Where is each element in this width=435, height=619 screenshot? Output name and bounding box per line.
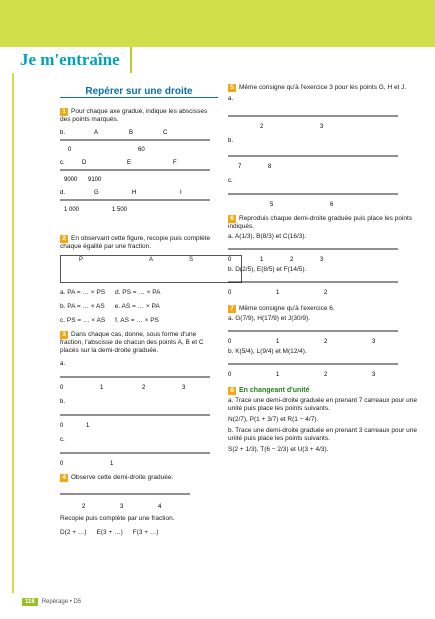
svg-text:c.: c. [60, 160, 65, 166]
number-line [60, 484, 210, 512]
equation: d. PS = … × PA [115, 289, 161, 296]
sidebar-rule [12, 73, 14, 593]
svg-text:1: 1 [276, 290, 280, 296]
svg-text:H: H [132, 190, 137, 196]
exercise-text: a. Trace une demi-droite graduée en prenant 7 carreaux pour une unité puis place les points suivants. [228, 397, 417, 412]
svg-text:1: 1 [100, 385, 104, 391]
exercise-heading: En changeant d'unité [239, 387, 310, 394]
fraction-grid [60, 255, 242, 283]
equation: e. AS = … × PA [114, 303, 160, 310]
svg-text:b.: b. [228, 138, 234, 144]
svg-text:2: 2 [324, 339, 328, 345]
equation: c. PS = … × AS [60, 317, 106, 324]
svg-text:3: 3 [182, 385, 186, 391]
section-title: Repérer sur une droite [60, 88, 218, 98]
right-column [228, 84, 418, 460]
svg-text:0: 0 [228, 257, 232, 263]
fill-item: E(3 + …) [96, 529, 123, 536]
svg-text:1: 1 [110, 461, 114, 465]
exercise-text: En observant cette figure, recopie puis complète chaque égalité par une fraction. [60, 235, 211, 250]
exercise-7 [228, 305, 418, 381]
svg-text:5: 5 [270, 202, 274, 206]
exercise-1 [60, 108, 218, 229]
point-list: a. G(7/9), H(17/9) et J(30/9). [228, 315, 311, 322]
point-label: P [79, 257, 84, 263]
svg-text:2: 2 [290, 257, 294, 263]
exercise-number: 1 [60, 108, 68, 116]
page-title: Je m'entraîne [20, 50, 120, 69]
svg-text:0: 0 [228, 290, 232, 296]
equation: f. AS = … × PS [115, 317, 159, 324]
point-list: N(2/7), P(1 + 3/7) et R(1 − 4/7). [228, 416, 319, 423]
exercise-text: Même consigne qu'à l'exercice 3 pour les points G, H et J. [239, 84, 407, 91]
exercise-number: 3 [60, 331, 68, 339]
svg-text:1 000: 1 000 [64, 207, 80, 213]
svg-text:9000: 9000 [64, 177, 78, 183]
svg-text:0: 0 [228, 339, 232, 345]
svg-text:G: G [94, 190, 99, 196]
svg-text:4: 4 [158, 504, 162, 510]
equation: b. PA = … × AS [60, 303, 105, 310]
point-list: b. D(2/5), E(8/5) et F(14/5). [228, 266, 307, 273]
svg-text:b.: b. [60, 130, 66, 136]
exercise-text: Reproduis chaque demi-droite graduée puis place les points indiqués. [228, 215, 413, 230]
fill-item: D(2 + …) [60, 529, 87, 536]
svg-text:0: 0 [60, 461, 64, 465]
exercise-text: Pour chaque axe gradué, indique les abscisses des points marqués. [60, 108, 208, 123]
number-line [228, 323, 408, 345]
point-list: b. K(5/4), L(9/4) et M(12/4). [228, 348, 307, 355]
svg-text:1 500: 1 500 [112, 207, 128, 213]
svg-text:1: 1 [260, 257, 264, 263]
exercise-6 [228, 215, 418, 299]
svg-text:8: 8 [268, 164, 272, 170]
exercise-text: Observe cette demi-droite graduée. [71, 474, 174, 481]
svg-text:2: 2 [324, 372, 328, 378]
point-list: a. A(1/3), B(8/3) et C(16/3). [228, 233, 307, 240]
exercise-4 [60, 474, 218, 537]
exercise-text: Dans chaque cas, donne, sous forme d'une fraction, l'abscisse de chacun des points A, B et C placés sur la demi-droite graduée. [60, 331, 204, 354]
svg-text:6: 6 [330, 202, 334, 206]
exercise-number: 4 [60, 474, 68, 482]
exercise-number: 2 [60, 235, 68, 243]
point-label: A [149, 257, 154, 263]
footer [22, 598, 81, 606]
exercise-text: b. Trace une demi-droite graduée en prenant 3 carreaux pour une unité puis place les points suivants. [228, 427, 417, 442]
number-lines [60, 357, 210, 465]
number-line [228, 241, 408, 263]
svg-text:3: 3 [120, 504, 124, 510]
svg-text:0: 0 [228, 372, 232, 378]
svg-text:7: 7 [238, 164, 242, 170]
svg-text:c.: c. [60, 437, 65, 443]
footer-text: Repérage • D5 [41, 599, 82, 605]
svg-text:1: 1 [276, 339, 280, 345]
exercise-number: 8 [228, 387, 236, 395]
svg-text:3: 3 [372, 339, 376, 345]
top-band [0, 0, 435, 47]
svg-text:60: 60 [138, 147, 145, 153]
svg-text:2: 2 [324, 290, 328, 296]
exercise-5 [228, 84, 418, 209]
svg-text:E: E [127, 160, 132, 166]
fill-item: F(3 + …) [132, 529, 159, 536]
svg-text:1: 1 [276, 372, 280, 378]
exercise-text: Même consigne qu'à l'exercice 6. [239, 305, 335, 312]
svg-text:2: 2 [260, 124, 264, 130]
svg-text:I: I [180, 190, 182, 196]
svg-text:C: C [163, 130, 168, 136]
svg-text:a.: a. [60, 361, 66, 367]
number-line [228, 274, 408, 296]
svg-text:3: 3 [372, 372, 376, 378]
svg-text:b.: b. [60, 399, 66, 405]
equation-row [60, 303, 218, 311]
svg-text:3: 3 [320, 124, 324, 130]
axes-figure [60, 126, 210, 226]
point-label: S [189, 257, 194, 263]
number-lines [228, 94, 408, 206]
svg-text:B: B [129, 130, 134, 136]
svg-text:9100: 9100 [88, 177, 102, 183]
exercise-number: 7 [228, 305, 236, 313]
svg-text:A: A [94, 130, 99, 136]
svg-text:F: F [173, 160, 177, 166]
svg-text:3: 3 [320, 257, 324, 263]
svg-text:2: 2 [82, 504, 86, 510]
svg-text:d.: d. [60, 190, 66, 196]
left-column [60, 88, 218, 543]
exercise-number: 5 [228, 84, 236, 92]
exercise-number: 6 [228, 215, 236, 223]
equation-row [60, 289, 218, 297]
svg-text:0: 0 [60, 385, 64, 391]
svg-text:0: 0 [60, 423, 64, 429]
svg-text:0: 0 [68, 147, 72, 153]
page-number: 118 [22, 598, 38, 606]
equation-row [60, 317, 218, 325]
svg-text:a.: a. [228, 96, 234, 102]
exercise-2 [60, 235, 218, 325]
equation: a. PA = … × PS [60, 289, 106, 296]
exercise-8 [228, 387, 418, 454]
number-line [228, 356, 408, 378]
svg-text:2: 2 [142, 385, 146, 391]
svg-text:c.: c. [228, 178, 233, 184]
point-list: S(2 + 1/3), T(6 − 2/3) et U(3 + 4/3). [228, 446, 329, 453]
svg-text:1: 1 [86, 423, 90, 429]
svg-text:D: D [82, 160, 87, 166]
exercise-text: Recopie puis complète par une fraction. [60, 515, 175, 522]
fill-row [60, 529, 218, 537]
exercise-3 [60, 331, 218, 468]
